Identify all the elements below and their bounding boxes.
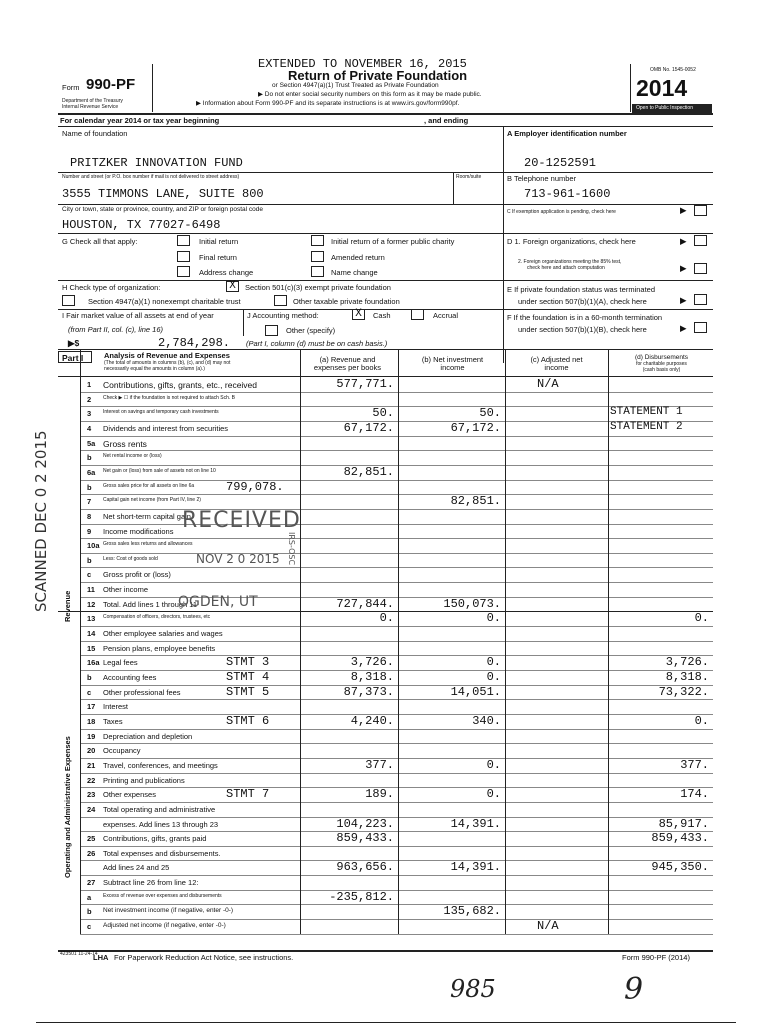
line-label: Less: Cost of goods sold (103, 555, 158, 562)
cell-col-b[interactable]: 0. (486, 787, 501, 802)
cash-label: Cash (373, 311, 391, 320)
row-divider (80, 743, 713, 744)
column-divider (80, 350, 81, 934)
line-label: Gross sales less returns and allowances (103, 541, 193, 548)
cell-col-a[interactable]: 50. (372, 406, 394, 421)
line-number: 26 (87, 848, 96, 858)
row-divider (80, 729, 713, 730)
f-checkbox[interactable] (694, 322, 707, 333)
row-divider (80, 465, 713, 466)
line-label: Net short-term capital gain (103, 511, 191, 521)
line-label: Total expenses and disbursements. (103, 848, 221, 858)
column-divider (300, 350, 301, 934)
line-statement-ref: STMT 5 (226, 684, 270, 699)
lha-label: LHA (93, 953, 109, 962)
received-date-stamp: NOV 2 0 2015 (196, 552, 280, 566)
cell-col-b[interactable]: 0. (486, 757, 501, 772)
col-c-head: (c) Adjusted net (530, 355, 583, 364)
row-divider (80, 641, 713, 642)
line-number: b (87, 482, 92, 492)
row-divider (80, 597, 713, 598)
cell-col-a[interactable]: 377. (365, 757, 394, 772)
cell-col-d[interactable]: 0. (694, 611, 709, 626)
line-label: Legal fees (103, 658, 138, 668)
cell-col-d[interactable]: STATEMENT 2 (610, 420, 683, 433)
cell-col-d[interactable]: 377. (680, 757, 709, 772)
line-label: Total operating and administrative (103, 804, 216, 814)
cell-col-d[interactable]: 0. (694, 713, 709, 728)
line-number: c (87, 570, 92, 580)
column-divider (505, 350, 506, 934)
e-label: E If private foundation status was terminated (507, 285, 655, 294)
row-divider (80, 773, 713, 774)
row-divider (80, 509, 713, 510)
line-label: Total. Add lines 1 through 11 (103, 599, 198, 609)
line-label: Interest on savings and temporary cash investments (103, 409, 219, 416)
cell-col-a[interactable]: 87,373. (343, 684, 394, 699)
line-label: Gross profit or (loss) (103, 570, 171, 580)
line-number: 12 (87, 599, 96, 609)
form-number: 990-PF (86, 76, 136, 93)
cell-col-b[interactable]: 135,682. (443, 904, 501, 919)
line-label: Net gain or (loss) from sale of assets not on line 10 (103, 467, 216, 474)
expenses-label: Operating and Administrative Expenses (63, 736, 72, 878)
line-number: 25 (87, 834, 96, 844)
cell-col-d[interactable]: 3,726. (665, 655, 709, 670)
line-label: Other professional fees (103, 687, 181, 697)
line-number: 17 (87, 702, 96, 712)
j-label: J Accounting method: (247, 311, 319, 320)
line-label: Other expenses (103, 790, 156, 800)
h-opt-4947: Section 4947(a)(1) nonexempt charitable trust (88, 297, 241, 306)
part-desc: (The total of amounts in columns (b), (c), and (d) may not (104, 360, 231, 366)
line-number: 6a (87, 467, 96, 477)
column-divider (608, 350, 609, 934)
final-return-checkbox[interactable] (177, 251, 190, 262)
row-divider (80, 919, 713, 920)
initial-return-checkbox[interactable] (177, 235, 190, 246)
line-number: 16a (87, 658, 100, 668)
line-number: 7 (87, 497, 92, 507)
irs-label: Internal Revenue Service (62, 104, 119, 110)
line-number: 4 (87, 423, 92, 433)
paperwork-notice: For Paperwork Reduction Act Notice, see instructions. (114, 953, 294, 962)
line-number: 24 (87, 804, 96, 814)
line-label: Pension plans, employee benefits (103, 643, 216, 653)
cell-col-d[interactable]: STATEMENT 1 (610, 406, 683, 419)
city-address[interactable]: HOUSTON, TX 77027-6498 (62, 218, 221, 232)
cell-col-a[interactable]: 859,433. (336, 831, 394, 846)
name-change-checkbox[interactable] (311, 266, 324, 277)
cell-col-b[interactable]: 14,051. (450, 684, 501, 699)
line-number: 9 (87, 526, 92, 536)
ein-value[interactable]: 20-1252591 (524, 156, 597, 170)
h-other-checkbox[interactable] (274, 295, 287, 306)
cash-basis-note: (Part I, column (d) must be on cash basis.) (246, 339, 388, 348)
cell-col-c[interactable]: N/A (537, 377, 559, 391)
row-divider (80, 553, 713, 554)
line-label: Gross sales price for all assets on line 6a (103, 482, 195, 489)
ssn-notice: ▶ Do not enter social security numbers on this form as it may be made public. (258, 91, 482, 98)
form-subtitle: or Section 4947(a)(1) Trust Treated as Private Foundation (272, 82, 439, 89)
room-label: Room/suite (456, 174, 482, 180)
line-label: Capital gain net income (from Part IV, line 2) (103, 497, 201, 504)
line-number: 2 (87, 394, 92, 404)
cell-col-b[interactable]: 14,391. (450, 816, 501, 831)
revenue-label: Revenue (63, 590, 72, 622)
line-number: 3 (87, 409, 92, 419)
line-number: c (87, 687, 92, 697)
cell-col-a[interactable]: 0. (379, 611, 394, 626)
d2-checkbox[interactable] (694, 263, 707, 274)
arrow-icon: ▶ (680, 205, 687, 215)
h-opt-other: Other taxable private foundation (293, 297, 400, 306)
d2-label: 2. Foreign organizations meeting the 85% test, (518, 259, 622, 265)
arrow-icon: ▶ (680, 236, 687, 246)
accrual-label: Accrual (433, 311, 459, 320)
line-label: Gross rents (103, 438, 147, 449)
row-divider (80, 392, 713, 393)
line-number: 11 (87, 585, 95, 595)
line-statement-ref: STMT 7 (226, 787, 270, 802)
initial-former-checkbox[interactable] (311, 235, 324, 246)
line-number: 20 (87, 746, 96, 756)
accrual-checkbox[interactable] (411, 309, 424, 320)
form-footer: Form 990-PF (2014) (622, 953, 690, 962)
public-inspection-box (632, 104, 712, 113)
g-opt-amended: Amended return (331, 253, 385, 262)
cell-col-b[interactable]: 67,172. (450, 420, 501, 435)
line-number: 22 (87, 775, 96, 785)
g-opt-final: Final return (199, 253, 237, 262)
e-label-2: under section 507(b)(1)(A), check here (518, 297, 647, 306)
cell-col-a[interactable]: 727,844. (336, 596, 394, 611)
row-divider (80, 567, 713, 568)
irs-osc-stamp: IRS-OSC (287, 532, 296, 566)
part-desc-2: necessarily equal the amounts in column (a).) (104, 366, 205, 372)
line-label: Travel, conferences, and meetings (103, 760, 218, 770)
line-label: Other income (103, 585, 149, 595)
line-label: expenses. Add lines 13 through 23 (103, 819, 219, 829)
f-label-2: under section 507(b)(1)(B), check here (518, 325, 647, 334)
c-checkbox[interactable] (694, 205, 707, 216)
and-ending-label: , and ending (424, 116, 469, 125)
f-label: F If the foundation is in a 60-month termination (507, 313, 663, 322)
row-divider (80, 802, 713, 803)
row-divider (80, 904, 713, 905)
line-number: 23 (87, 790, 96, 800)
cell-col-a[interactable]: 8,318. (350, 670, 394, 684)
line-statement-ref: STMT 6 (226, 713, 270, 728)
cell-col-d[interactable]: 945,350. (651, 860, 709, 875)
column-divider (398, 350, 399, 934)
info-notice: ▶ Information about Form 990-PF and its separate instructions is at www.irs.gov/form990pf. (196, 100, 460, 107)
cell-col-d[interactable]: 859,433. (651, 831, 709, 846)
cell-col-d[interactable]: 73,322. (658, 684, 709, 699)
line-number: 1 (87, 380, 92, 389)
cell-col-a[interactable]: 82,851. (343, 464, 394, 479)
e-checkbox[interactable] (694, 294, 707, 305)
calendar-year-line: For calendar year 2014 or tax year beginning (60, 116, 220, 125)
row-divider (80, 875, 713, 876)
row-divider (80, 626, 713, 627)
received-stamp: RECEIVED (182, 508, 301, 533)
line-label: Subtract line 26 from line 12: (103, 878, 199, 888)
line-label: Depreciation and depletion (103, 731, 193, 741)
cell-col-d[interactable]: 8,318. (665, 670, 709, 684)
other-method-checkbox[interactable] (265, 325, 278, 336)
form-title: Return of Private Foundation (288, 68, 468, 83)
line-label: Add lines 24 and 25 (103, 863, 170, 873)
amended-return-checkbox[interactable] (311, 251, 324, 262)
line-label: Excess of revenue over expenses and disbursements (103, 892, 222, 899)
g-opt-former: Initial return of a former public charity (331, 237, 455, 246)
d1-label: D 1. Foreign organizations, check here (507, 237, 636, 246)
line-number: 19 (87, 731, 96, 741)
line-label: Printing and publications (103, 775, 185, 785)
section-divider (58, 611, 713, 612)
cell-col-a[interactable]: 3,726. (350, 655, 394, 670)
tax-year: 2014 (636, 75, 688, 101)
address-change-checkbox[interactable] (177, 266, 190, 277)
g-opt-name: Name change (331, 268, 378, 277)
h-501c3-checkbox[interactable]: X (226, 281, 239, 292)
ogden-stamp: OGDEN, UT (178, 594, 258, 610)
col-c-head-2: income (544, 363, 569, 372)
row-divider (80, 699, 713, 700)
row-divider (80, 538, 713, 539)
g-opt-initial: Initial return (199, 237, 239, 246)
line-number: 5a (87, 438, 96, 448)
row-divider (80, 524, 713, 525)
line-label: Occupancy (103, 746, 141, 756)
other-method-label: Other (specify) (286, 326, 336, 335)
line-label: Check ▶ ☐ if the foundation is not required to attach Sch. B (103, 394, 236, 401)
col-d-head: (d) Disbursements (634, 354, 689, 361)
line-label: Interest (103, 702, 129, 712)
row-divider (80, 480, 713, 481)
handwritten-page-number: 9 (624, 972, 644, 1007)
cell-col-d[interactable]: 174. (680, 787, 709, 802)
handwritten-note: 985 (450, 975, 496, 1003)
line-number: 18 (87, 716, 96, 726)
line-number: a (87, 892, 92, 902)
line-statement-ref: 799,078. (226, 479, 284, 494)
cell-col-a[interactable]: 189. (365, 787, 394, 802)
line-number: 15 (87, 643, 96, 653)
row-divider (80, 436, 713, 437)
row-divider (80, 494, 713, 495)
city-label: City or town, state or province, country, and ZIP or foreign postal code (62, 206, 263, 213)
street-address[interactable]: 3555 TIMMONS LANE, SUITE 800 (62, 187, 264, 201)
d2-label-2: check here and attach computation (527, 265, 605, 271)
cell-col-d[interactable]: 85,917. (658, 816, 709, 831)
row-divider (80, 934, 713, 935)
line-label: Contributions, gifts, grants, etc., received (103, 380, 258, 390)
line-label: Taxes (103, 716, 123, 726)
h-opt-501c3: Section 501(c)(3) exempt private foundation (245, 283, 391, 292)
i-label-2: (from Part II, col. (c), line 16) (68, 325, 164, 334)
part-tag: Part I (58, 351, 92, 363)
cell-col-b[interactable]: 340. (472, 713, 501, 728)
cell-col-a[interactable]: -235,812. (329, 889, 394, 904)
cell-col-b[interactable]: 50. (479, 406, 501, 421)
foundation-name-label: Name of foundation (62, 129, 128, 138)
phone-value[interactable]: 713-961-1600 (524, 187, 611, 201)
line-number: 10a (87, 541, 100, 551)
h-4947-checkbox[interactable] (62, 295, 75, 306)
cell-col-b[interactable]: 0. (486, 670, 501, 684)
g-label: G Check all that apply: (62, 237, 138, 246)
extension-notice: EXTENDED TO NOVEMBER 16, 2015 (258, 57, 467, 71)
col-a-head-2: expenses per books (313, 363, 382, 372)
i-label: I Fair market value of all assets at end of year (62, 311, 214, 320)
cell-col-a[interactable]: 4,240. (350, 713, 394, 728)
fmv-assets[interactable]: 2,784,298. (158, 336, 231, 350)
line-number: b (87, 555, 92, 565)
omb-number: OMB No. 1545-0052 (650, 67, 696, 73)
cell-col-b[interactable]: 0. (486, 611, 501, 626)
scanned-stamp: SCANNED DEC 0 2 2015 (32, 430, 50, 612)
cell-col-b[interactable]: 14,391. (450, 860, 501, 875)
h-label: H Check type of organization: (62, 283, 161, 292)
form-label: Form (62, 83, 80, 92)
row-divider (80, 890, 713, 891)
line-label: Net investment income (if negative, enter -0-) (103, 907, 234, 915)
line-label: Contributions, gifts, grants paid (103, 834, 207, 844)
cell-col-b[interactable]: 82,851. (450, 494, 501, 509)
cell-col-a[interactable]: 577,771. (336, 377, 394, 391)
line-number: 13 (87, 614, 96, 624)
line-label: Compensation of officers, directors, trustees, etc (103, 614, 211, 621)
arrow-icon: ▶ (680, 323, 687, 333)
street-label: Number and street (or P.O. box number if mail is not delivered to street address) (62, 174, 240, 180)
cash-checkbox[interactable]: X (352, 309, 365, 320)
line-statement-ref: STMT 3 (226, 655, 270, 670)
phone-label: B Telephone number (507, 174, 577, 183)
col-b-head-2: income (440, 363, 465, 372)
line-label: Net rental income or (loss) (103, 453, 162, 460)
i-dollar: ▶$ (68, 338, 80, 348)
col-d-head-3: (cash basis only) (642, 367, 681, 373)
line-statement-ref: STMT 4 (226, 670, 270, 684)
d1-checkbox[interactable] (694, 235, 707, 246)
cell-col-a[interactable]: 67,172. (343, 420, 394, 435)
arrow-icon: ▶ (680, 295, 687, 305)
cell-col-c[interactable]: N/A (537, 919, 559, 934)
ein-label: A Employer identification number (507, 129, 627, 138)
cell-col-b[interactable]: 150,073. (443, 596, 501, 611)
line-number: b (87, 453, 92, 463)
part-title: Analysis of Revenue and Expenses (104, 351, 230, 360)
line-number: b (87, 673, 92, 682)
department: Department of the Treasury (62, 98, 123, 104)
cell-col-a[interactable]: 963,656. (336, 860, 394, 875)
public-inspection: Open to Public Inspection (636, 105, 693, 111)
cell-col-b[interactable]: 0. (486, 655, 501, 670)
cell-col-a[interactable]: 104,223. (336, 816, 394, 831)
line-number: 8 (87, 511, 92, 521)
form-code: 423501 11-24-14 (60, 951, 98, 957)
line-label: Other employee salaries and wages (103, 629, 223, 639)
line-label: Income modifications (103, 526, 174, 536)
line-label: Dividends and interest from securities (103, 423, 229, 433)
line-number: b (87, 907, 92, 917)
col-d-head-2: for charitable purposes (636, 361, 687, 367)
line-number: 27 (87, 878, 96, 888)
row-divider (80, 450, 713, 451)
row-divider (80, 846, 713, 847)
line-number: 14 (87, 629, 96, 639)
line-number: c (87, 922, 92, 932)
line-number: 21 (87, 760, 96, 770)
g-opt-address: Address change (199, 268, 254, 277)
col-b-head: (b) Net investment (421, 355, 484, 364)
arrow-icon: ▶ (680, 263, 687, 273)
line-label: Adjusted net income (if negative, enter -0-) (103, 922, 226, 930)
col-a-head: (a) Revenue and (319, 355, 376, 364)
row-divider (80, 582, 713, 583)
foundation-name[interactable]: PRITZKER INNOVATION FUND (70, 156, 243, 170)
line-label: Accounting fees (103, 673, 157, 682)
c-exemption-label: C If exemption application is pending, check here (507, 209, 616, 215)
